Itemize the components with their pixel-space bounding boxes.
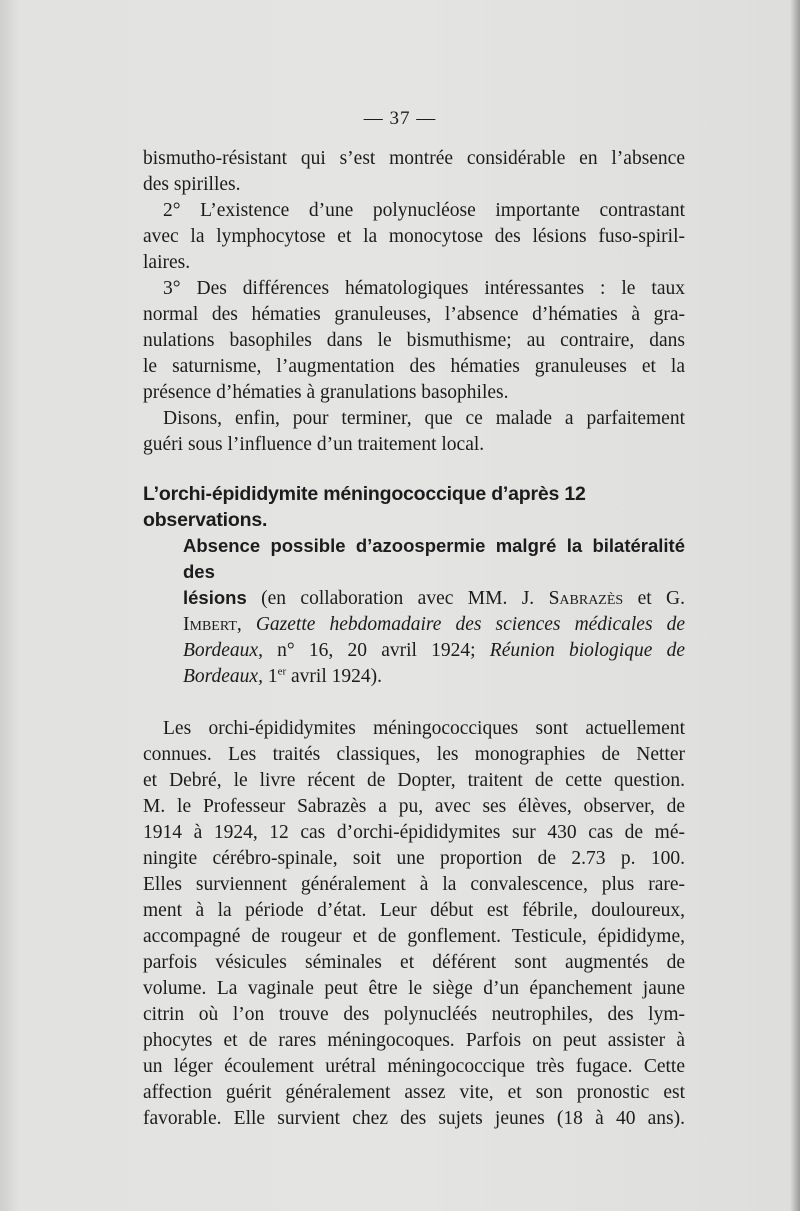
text-line: laires.	[143, 252, 191, 273]
reference-text: 1	[262, 666, 278, 687]
text-line: Elles surviennent généralement à la convalescence, plus rare-	[143, 874, 685, 895]
text-line: bismutho-résistant qui s’est montrée considérable en l’absence	[143, 148, 685, 169]
reference-line	[183, 585, 685, 612]
reference-text: avril 1924).	[286, 666, 382, 687]
reference-text: et G.	[623, 588, 685, 609]
text-line: un léger écoulement urétral méningococcique très fugace. Cette	[143, 1056, 685, 1077]
text-line: affection guérit généralement assez vite, et son pronostic est	[143, 1082, 685, 1103]
paragraph-main	[143, 716, 685, 1132]
article-title-end: lésions	[183, 587, 247, 608]
page-body	[143, 146, 685, 1132]
paragraph-conclusion	[143, 406, 685, 458]
article-title-cont: Absence possible d’azoospermie malgré la bilatéralité des	[183, 535, 685, 582]
reference-text: (en collaboration avec MM. J.	[246, 588, 549, 609]
journal-place: Bordeaux,	[183, 640, 263, 661]
text-line: connues. Les traités classiques, les monographies de Netter	[143, 744, 685, 765]
paragraph-bismutho	[143, 146, 685, 198]
article-heading	[143, 481, 685, 690]
text-line: Les orchi-épididymites méningococciques sont actuellement	[163, 718, 685, 739]
article-reference	[143, 533, 685, 690]
text-line: accompagné de rougeur et de gonflement. Testicule, épididyme,	[143, 926, 685, 947]
reference-text: n° 16, 20 avril 1924;	[262, 640, 490, 661]
text-line: des spirilles.	[143, 174, 241, 195]
text-line: présence d’hématies à granulations basophiles.	[143, 382, 509, 403]
text-line: citrin où l’on trouve des polynucléés neutrophiles, des lym-	[143, 1004, 685, 1025]
text-line: nulations basophiles dans le bismuthisme; au contraire, dans	[143, 330, 685, 351]
author-name: Imbert	[183, 614, 237, 635]
text-line: ningite cérébro-spinale, soit une proportion de 2.73 p. 100.	[143, 848, 685, 869]
text-line: M. le Professeur Sabrazès a pu, avec ses élèves, observer, de	[143, 796, 685, 817]
text-line: 2° L’existence d’une polynucléose importante contrastant	[163, 200, 685, 221]
text-line: Disons, enfin, pour terminer, que ce malade a parfaitement	[163, 408, 685, 429]
reference-line	[183, 638, 685, 664]
spacer	[143, 458, 685, 481]
ordinal-suffix: er	[277, 665, 287, 678]
text-line: 3° Des différences hématologiques intéressantes : le taux	[163, 278, 685, 299]
spacer	[143, 690, 685, 716]
text-line: 1914 à 1924, 12 cas d’orchi-épididymites sur 430 cas de mé-	[143, 822, 685, 843]
meeting-title: Réunion biologique de	[489, 640, 685, 661]
text-line: favorable. Elle survient chez des sujets jeunes (18 à 40 ans).	[143, 1108, 685, 1129]
text-line: normal des hématies granuleuses, l’absence d’hématies à gra-	[143, 304, 685, 325]
text-line: volume. La vaginale peut être le siège d’un épanchement jaune	[143, 978, 685, 999]
text-line: et Debré, le livre récent de Dopter, traitent de cette question.	[143, 770, 685, 791]
page-number: — 37 —	[363, 108, 437, 129]
author-name: Sabrazès	[548, 588, 624, 609]
article-title: L’orchi-épididymite méningococcique d’après 12 observations.	[143, 483, 586, 531]
journal-title: Gazette hebdomadaire des sciences médicales de	[255, 614, 686, 635]
text-line: le saturnisme, l’augmentation des hématies granuleuses et la	[143, 356, 685, 377]
text-line: parfois vésicules séminales et déférent sont augmentés de	[143, 952, 685, 973]
text-line: avec la lymphocytose et la monocytose des lésions fuso-spiril-	[143, 226, 685, 247]
paragraph-point-3	[143, 276, 685, 406]
reference-line	[183, 664, 685, 690]
reference-line	[183, 612, 685, 638]
reference-text: ,	[236, 614, 256, 635]
text-line: ment à la période d’état. Leur début est fébrile, douloureux,	[143, 900, 685, 921]
meeting-place: Bordeaux,	[183, 666, 263, 687]
paragraph-point-2	[143, 198, 685, 276]
text-line: phocytes et de rares méningocoques. Parfois on peut assister à	[143, 1030, 685, 1051]
text-line: guéri sous l’influence d’un traitement local.	[143, 434, 485, 455]
